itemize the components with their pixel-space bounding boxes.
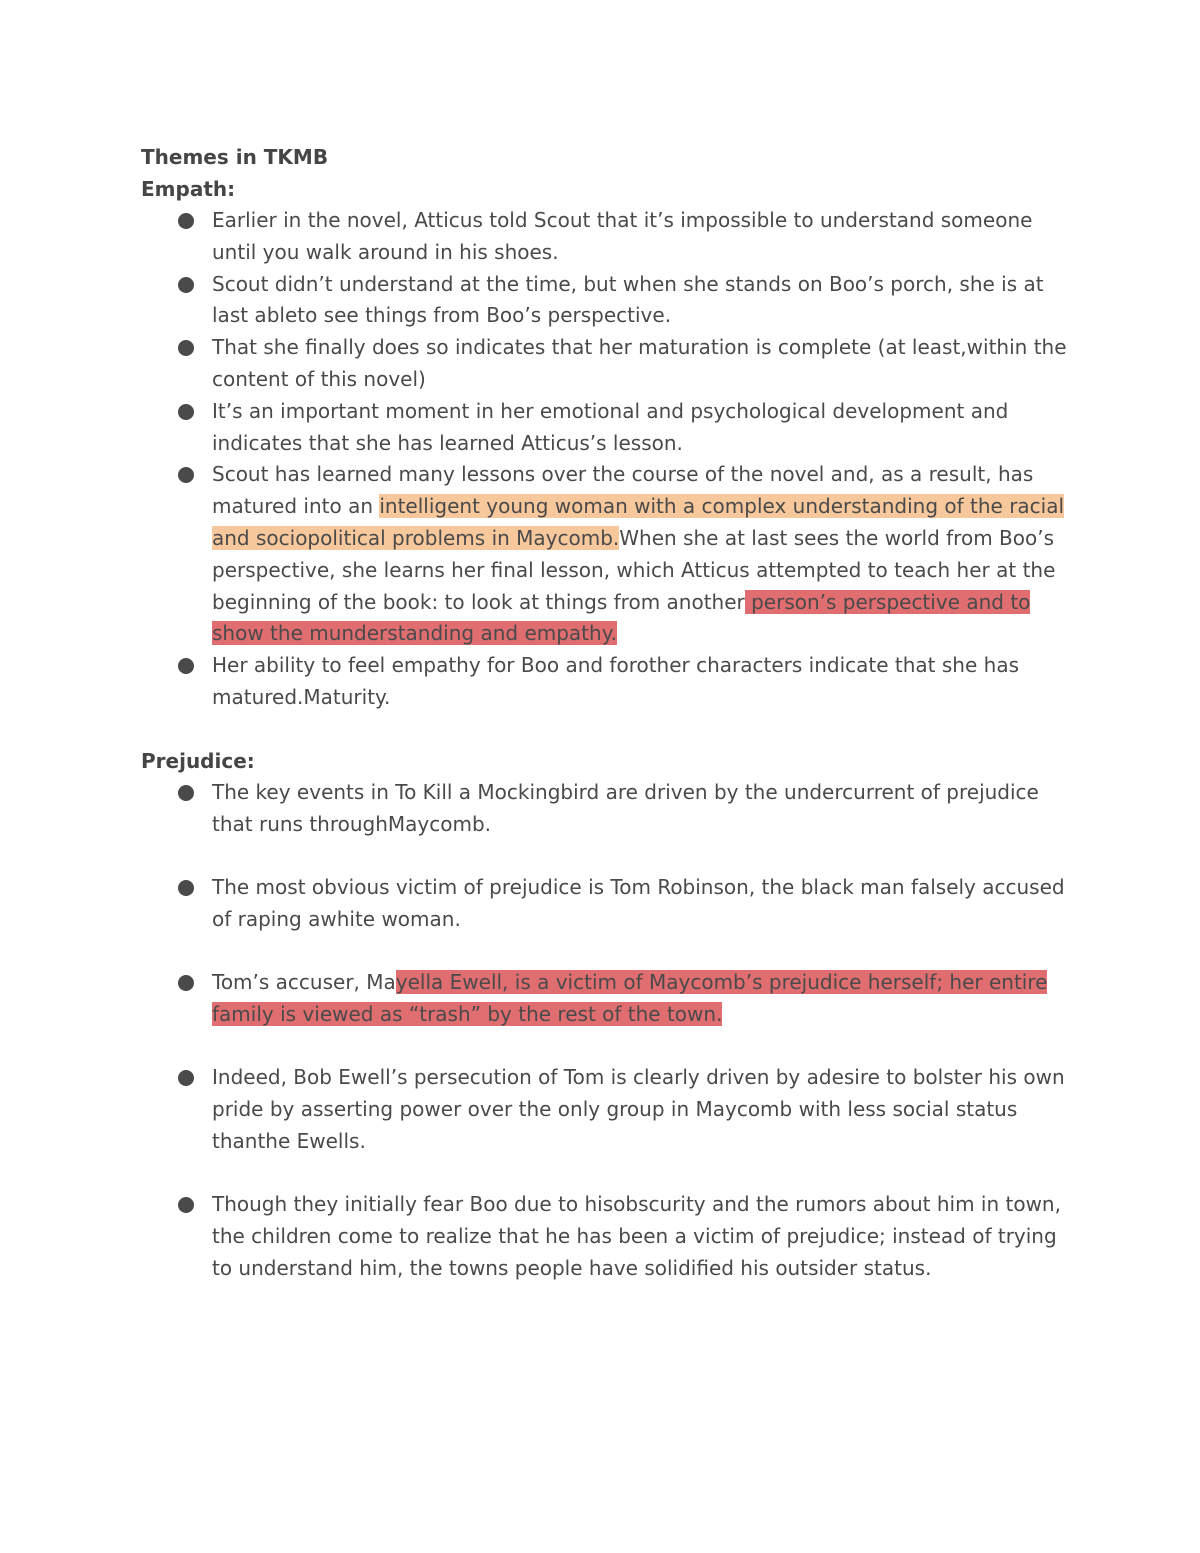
- highlighted-text-orange: intelligent young woman with a complex understanding of the racial and sociopolitical problems in Maycomb.: [212, 494, 1065, 550]
- bullet-icon: [178, 467, 194, 483]
- bullet-icon: [178, 213, 194, 229]
- list-item-text: The most obvious victim of prejudice is Tom Robinson, the black man falsely accused of raping awhite woman.: [212, 874, 1065, 931]
- bullet-icon: [178, 880, 194, 896]
- list-item-text-pre: Scout has learned many lessons over the course of the novel and, as a result, has matured into an: [212, 462, 1034, 519]
- section-heading-prejudice: Prejudice:: [141, 748, 255, 773]
- list-item-text: Indeed, Bob Ewell’s persecution of Tom is clearly driven by adesire to bolster his own pride by asserting power over the only group in Maycomb with less social status thanthe Ewells.: [212, 1065, 1065, 1153]
- list-item-text: Though they initially fear Boo due to hisobscurity and the rumors about him in town, the children come to realize that he has been a victim of prejudice; instead of trying to understand him, the towns people have solidified his outsider status.: [212, 1191, 1061, 1280]
- list-item: [141, 332, 1071, 396]
- list-item: [141, 1062, 1071, 1157]
- document-body: [141, 141, 1071, 1284]
- section-spacer: [141, 714, 1071, 745]
- bullet-icon: [178, 1070, 194, 1086]
- list-item: [141, 967, 1071, 1031]
- list-item-text: The key events in To Kill a Mockingbird are driven by the undercurrent of prejudice that runs throughMaycomb.: [212, 779, 1039, 836]
- bullet-icon: [178, 404, 194, 420]
- list-item: [141, 396, 1071, 460]
- list-item: [141, 872, 1071, 936]
- document-title: Themes in TKMB: [141, 145, 329, 169]
- list-item: [141, 269, 1071, 333]
- list-item-text-mid: When she at last sees the world from Boo’s perspective, she learns her final lesson, which Atticus attempted to teach her at the beginning of the book: to look at things from another: [212, 525, 1056, 614]
- highlighted-text-red: person’s perspective and to show the munderstanding and empathy.: [212, 589, 1031, 646]
- list-item-text: Earlier in the novel, Atticus told Scout that it’s impossible to understand someone until you walk around in his shoes.: [212, 208, 1033, 264]
- bullet-icon: [178, 277, 194, 293]
- list-item-text: Her ability to feel empathy for Boo and forother characters indicate that she has matured.Maturity.: [212, 653, 1019, 709]
- empath-bullet-list: [141, 205, 1071, 714]
- list-item-text: Scout didn’t understand at the time, but when she stands on Boo’s porch, she is at last ableto see things from Boo’s perspective.: [212, 271, 1044, 328]
- list-item-text-pre: Tom’s accuser, Ma: [212, 969, 396, 994]
- prejudice-bullet-list: [141, 777, 1071, 1285]
- bullet-icon: [178, 658, 194, 674]
- list-item: [141, 205, 1071, 269]
- list-item: [141, 459, 1071, 650]
- section-heading-empath: Empath:: [141, 177, 236, 201]
- list-item-text: It’s an important moment in her emotional and psychological development and indicates that she has learned Atticus’s lesson.: [212, 398, 1009, 455]
- list-item: [141, 1189, 1071, 1284]
- bullet-icon: [178, 340, 194, 356]
- bullet-icon: [178, 975, 194, 991]
- list-item-text: That she finally does so indicates that her maturation is complete (at least,within the content of this novel): [212, 335, 1067, 391]
- list-item: [141, 650, 1071, 714]
- bullet-icon: [178, 785, 194, 801]
- highlighted-text-red: yella Ewell, is a victim of Maycomb’s prejudice herself; her entire family is viewed as “trash” by the rest of the town.: [212, 969, 1048, 1026]
- list-item: [141, 777, 1071, 841]
- bullet-icon: [178, 1197, 194, 1213]
